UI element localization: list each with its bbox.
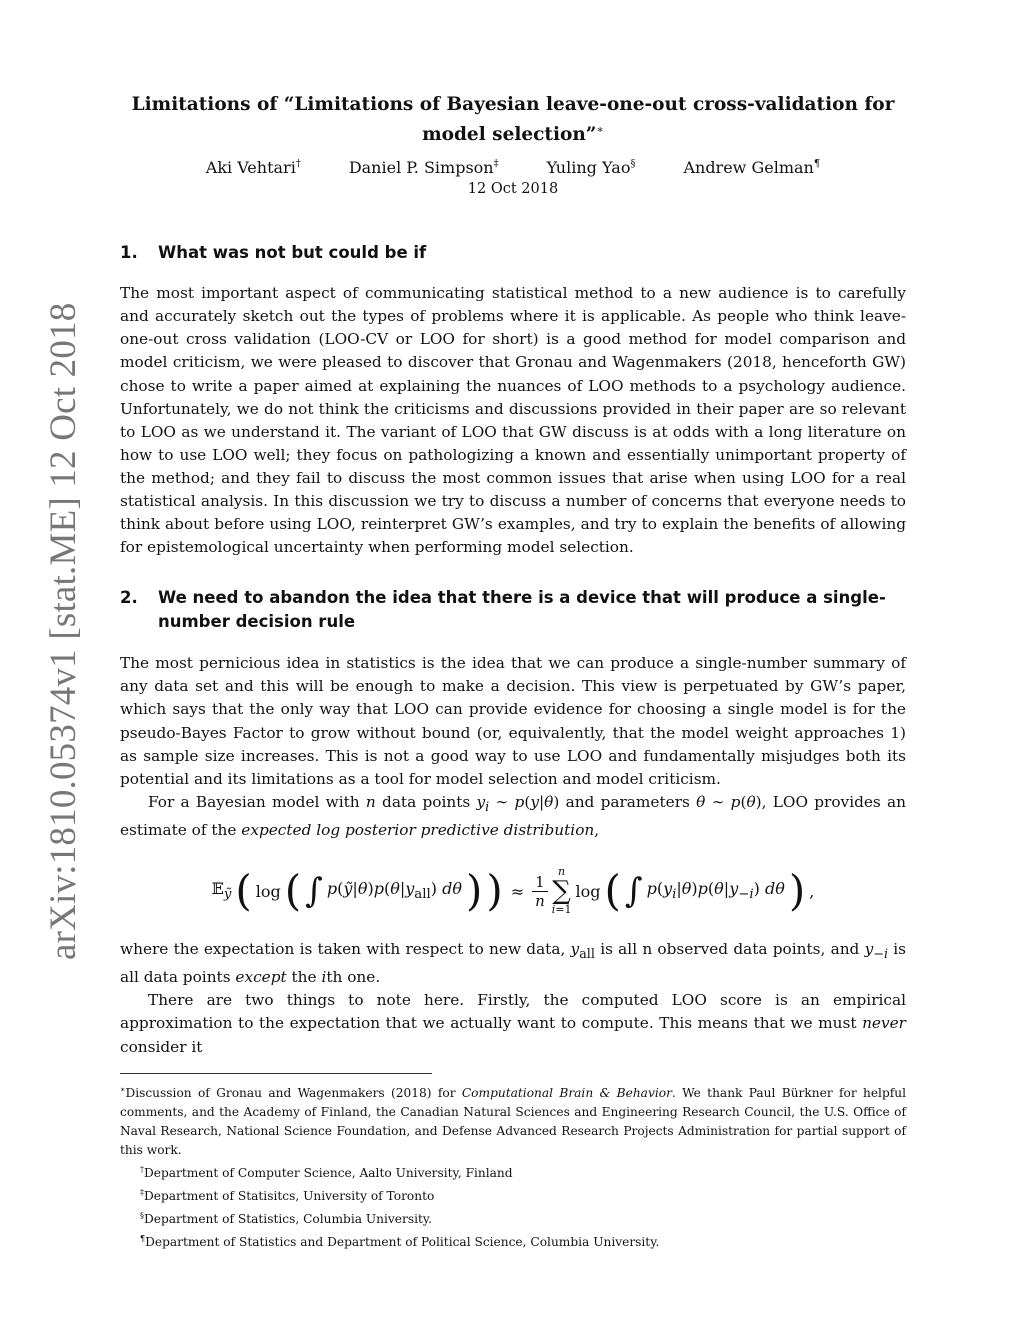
section-2-paragraph-2: For a Bayesian model with n data points $y_i$ ∼ p(y|θ) and parameters θ ∼ p(θ), LOO provides an estimate of the expected log posterior predictive distribution,: [120, 792, 907, 839]
author: Daniel P. Simpson‡: [348, 158, 499, 178]
author: Andrew Gelman¶: [683, 158, 821, 178]
footnote-affiliation: †Department of Computer Science, Aalto University, Finland: [140, 1164, 513, 1180]
section-2-paragraph-4: There are two things to note here. Firstly, the computed LOO score is an empirical approximation to the expectation that we actually want to compute. This means that we must never consider it: [120, 991, 906, 1056]
section-heading-2: 2. We need to abandon the idea that there is a device that will produce a single-number decision rule: [120, 588, 886, 632]
section-2-paragraph-1: The most pernicious idea in statistics is the idea that we can produce a single-number summary of any data set and this will be enough to make a decision. This view is perpetuated by GW’s paper, which says that the only way that LOO can provide evidence for choosing a single model is for the pseudo-Bayes Factor to grow without bound (or, equivalently, that the model weight approaches 1) as sample size increases. This is not a good way to use LOO and fundamentally misjudges both its potential and its limitations as a tool for model selection and model criticism.: [120, 654, 906, 788]
section-2-paragraph-3: where the expectation is taken with respect to new data, $y_{all}$ is all n observed data points, and $y_{-i}$ is all data points except the ith one.: [120, 940, 906, 987]
footnote-affiliation: §Department of Statistics, Columbia University.: [140, 1210, 433, 1226]
author: Yuling Yao§: [546, 158, 636, 178]
paper-date: 12 Oct 2018: [467, 181, 559, 198]
section-1-paragraph: The most important aspect of communicating statistical method to a new audience is to carefully and accurately sketch out the types of problems where it is applicable. As people who think leave-one-out cross validation (LOO-CV or LOO for short) is a good method for model comparison and model criticism, we were pleased to discover that Gronau and Wagenmakers (2018, henceforth GW) chose to write a paper aimed at explaining the nuances of LOO methods to a psychology audience. Unfortunately, we do not think the criticisms and discussions provided in their paper are so relevant to LOO as we understand it. The variant of LOO that GW discuss is at odds with a long literature on how to use LOO well; they focus on pathologizing a known and essentially unimportant property of the method; and they fail to discuss the most common issues that arise when using LOO for a real statistical analysis. In this discussion we try to discuss a number of concerns that everyone needs to think about before using LOO, reinterpret GW’s examples, and try to explain the benefits of allowing for epistemological uncertainty when performing model selection.: [120, 284, 906, 557]
arxiv-stamp: arXiv:1810.05374v1 [stat.ME] 12 Oct 2018: [43, 302, 84, 960]
footnote-affiliation: ‡Department of Statisitcs, University of Toronto: [140, 1187, 435, 1203]
footnote-title: ∗Discussion of Gronau and Wagenmakers (2018) for Computational Brain & Behavior. We thank Paul Bürkner for helpful comments, and the Academy of Finland, the Canadian Natural Sciences and Engineering Research Council, the U.S. Office of Naval Research, National Science Foundation, and Defense Advanced Research Projects Administration for partial support of this work.: [120, 1084, 906, 1157]
author: Aki Vehtari†: [205, 158, 301, 178]
paper-page: [120, 92, 906, 1252]
paper-title: Limitations of “Limitations of Bayesian leave-one-out cross-validation for model selection”∗: [131, 94, 895, 146]
section-heading-1: 1. What was not but could be if: [120, 243, 427, 263]
author-list: [120, 158, 906, 177]
elpd-equation: 𝔼$_ỹ$ ( log ( ∫ $p(ỹ|\theta)p(\theta|y_{all})$ dθ ) ) ≈ $\frac{1}{n}$ n ∑ i=1 log ( ∫ $p(y_i|\theta)p(\theta|y_{-i})$ dθ ) ,: [211, 865, 815, 917]
footnote-affiliation: ¶Department of Statistics and Department of Political Science, Columbia University.: [140, 1233, 660, 1249]
footnote-divider: [120, 1073, 432, 1074]
